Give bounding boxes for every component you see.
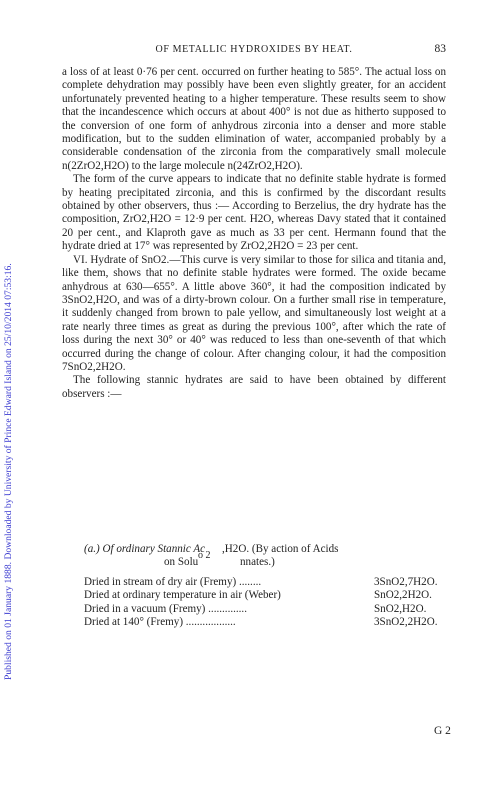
table-row	[84, 616, 456, 629]
paragraph: The following stannic hydrates are said to have been obtained by different observers :—	[62, 374, 446, 400]
row-formula: SnO2,H2O.	[374, 602, 427, 615]
row-description: Dried at ordinary temperature in air (Weber)	[84, 589, 281, 602]
heading-part: on Solu	[164, 556, 199, 568]
paragraph: VI. Hydrate of SnO2.—This curve is very similar to those for silica and titania and, like them, shows that no definite stable hydrates were formed. The oxide became anhydrous at 630—655°. A little above 360°, it had the composition indicated by 3SnO2,H2O, and was of a dirty-brown colour. On a further small rise in temperature, it suddenly changed from brown to pale yellow, and simultaneously lost weight at a rate nearly three times as great as during the previous 100°, after which the rate of loss during the next 30° or 40° was reduced to less than one-seventh of that which occurred during the change of colour. After changing colour, it had the composition 7SnO2,2H2O.	[62, 253, 446, 373]
heading-part: nnates.)	[240, 556, 275, 568]
paragraph: a loss of at least 0·76 per cent. occurred on further heating to 585°. The actual loss on complete dehydration may possibly have been even slightly greater, for an accident unfortunately prevented heating to a higher temperature. These results seem to show that the incandescence which occurs at about 400° is not due as hitherto supposed to the conversion of one form of anhydrous zirconia into a denser and more stable modification, but to the sudden elimination of water, accompanied probably by a considerable condensation of the zirconia from the comparatively small molecule n(2ZrO2,H2O) to the large molecule n(24ZrO2,H2O).	[62, 66, 446, 172]
row-description: Dried at 140° (Fremy) ..................	[84, 616, 236, 629]
header-title: OF METALLIC HYDROXIDES BY HEAT.	[155, 44, 353, 55]
row-formula: 3SnO2,2H2O.	[374, 616, 438, 629]
heading-part: (a.) Of ordinary Stannic Ac	[84, 543, 206, 555]
running-header	[62, 44, 446, 58]
row-description: Dried in a vacuum (Fremy) ..............	[84, 602, 247, 615]
table-heading	[84, 543, 456, 570]
table-row	[84, 576, 456, 589]
heading-part: ,H2O. (By action of Acids	[222, 543, 339, 555]
table-row	[84, 589, 456, 602]
table-row	[84, 603, 456, 616]
signature-mark: G 2	[434, 725, 451, 737]
stannic-hydrates-table	[84, 543, 456, 630]
row-description: Dried in stream of dry air (Fremy) ........	[84, 576, 262, 588]
heading-part: o 2	[198, 550, 211, 561]
body-text	[62, 66, 446, 401]
page-number: 83	[434, 43, 446, 55]
row-formula: 3SnO2,7H2O.	[374, 576, 438, 588]
row-formula: SnO2,2H2O.	[374, 589, 432, 602]
paragraph: The form of the curve appears to indicate that no definite stable hydrate is formed by heating precipitated zirconia, and this is confirmed by the discordant results obtained by other observers, thus :— According to Berzelius, the dry hydrate has the composition, ZrO2,H2O = 12·9 per cent. H2O, whereas Davy stated that it contained 20 per cent., and Klaproth gave as much as 33 per cent. Hermann found that the hydrate dried at 17° was represented by ZrO2,2H2O = 23 per cent.	[62, 173, 446, 253]
publication-sidebar: Published on 01 January 1888. Downloaded by University of Prince Edward Island on 25/10/2014 07:53:16.	[3, 263, 14, 680]
